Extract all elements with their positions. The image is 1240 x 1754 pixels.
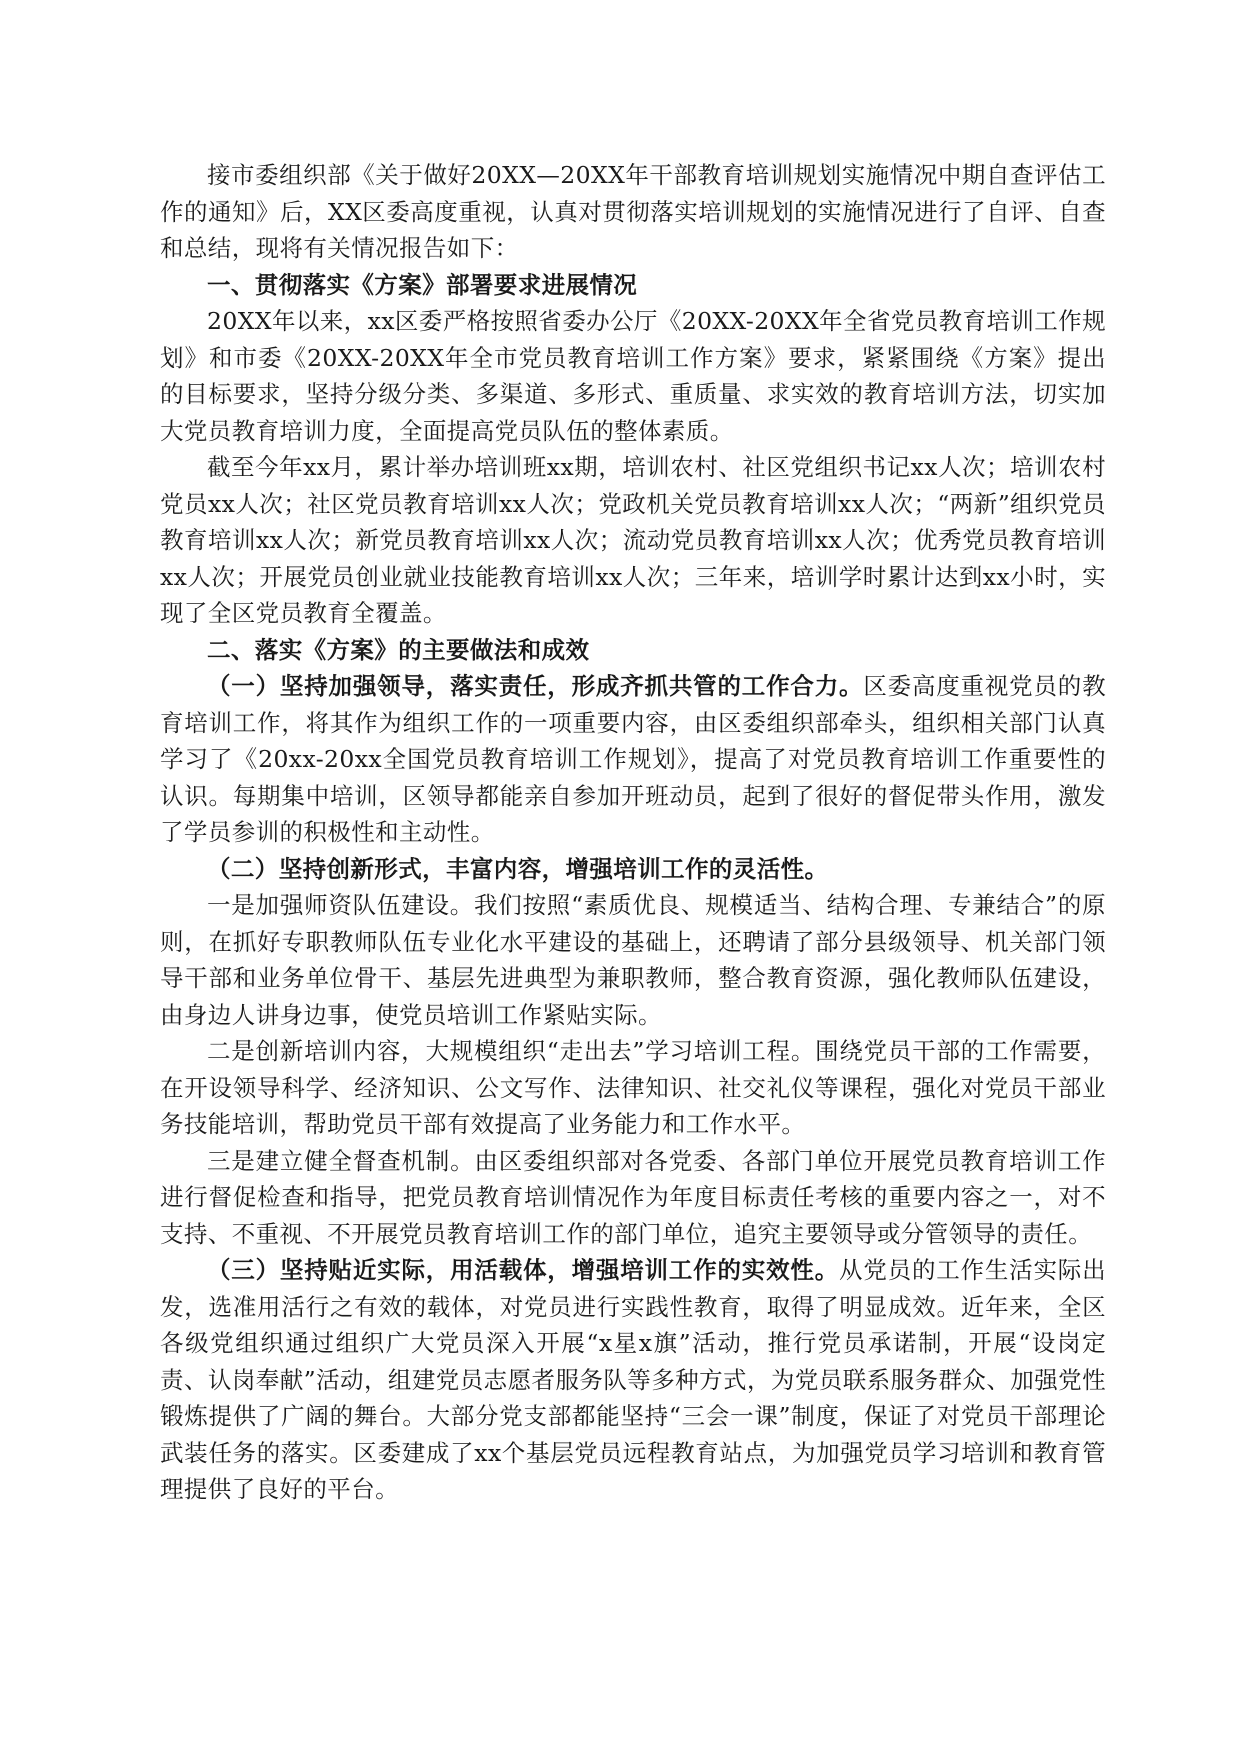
section-2-item-2 [160, 851, 1106, 888]
document-page [160, 157, 1106, 1508]
item-1-lead: （一）坚持加强领导，落实责任，形成齐抓共管的工作合力。 [207, 672, 864, 700]
item-3-lead: （三）坚持贴近实际，用活载体，增强培训工作的实效性。 [207, 1256, 840, 1284]
item-3-text: 从党员的工作生活实际出发，选准用活行之有效的载体，对党员进行实践性教育，取得了明显成效。近年来，全区各级党组织通过组织广大党员深入开展“x星x旗”活动，推行党员承诺制，开展“设岗定责、认岗奉献”活动，组建党员志愿者服务队等多种方式，为党员联系服务群众、加强党性锻炼提供了广阔的舞台。大部分党支部都能坚持“三会一课”制度，保证了对党员干部理论武装任务的落实。区委建成了xx个基层党员远程教育站点，为加强党员学习培训和教育管理提供了良好的平台。 [160, 1256, 1106, 1503]
item-1-text: 区委高度重视党员的教育培训工作，将其作为组织工作的一项重要内容，由区委组织部牵头，组织相关部门认真学习了《20xx-20xx全国党员教育培训工作规划》，提高了对党员教育培训工作重要性的认识。每期集中培训，区领导都能亲自参加开班动员，起到了很好的督促带头作用，激发了学员参训的积极性和主动性。 [160, 672, 1106, 846]
section-2-item-3 [160, 1252, 1106, 1508]
item-2-lead: （二）坚持创新形式，丰富内容，增强培训工作的灵活性。 [207, 854, 829, 883]
section-1-paragraph-2: 截至今年xx月，累计举办培训班xx期，培训农村、社区党组织书记xx人次；培训农村党员xx人次；社区党员教育培训xx人次；党政机关党员教育培训xx人次；“两新”组织党员教育培训xx人次；新党员教育培训xx人次；流动党员教育培训xx人次；优秀党员教育培训xx人次；开展党员创业就业技能教育培训xx人次；三年来，培训学时累计达到xx小时，实现了全区党员教育全覆盖。 [160, 453, 1106, 627]
section-2-item-1 [160, 668, 1106, 851]
item-2-paragraph-1: 一是加强师资队伍建设。我们按照“素质优良、规模适当、结构合理、专兼结合”的原则，在抓好专职教师队伍专业化水平建设的基础上，还聘请了部分县级领导、机关部门领导干部和业务单位骨干、基层先进典型为兼职教师，整合教育资源，强化教师队伍建设，由身边人讲身边事，使党员培训工作紧贴实际。 [160, 891, 1106, 1029]
item-2-paragraph-2: 二是创新培训内容，大规模组织“走出去”学习培训工程。围绕党员干部的工作需要，在开设领导科学、经济知识、公文写作、法律知识、社交礼仪等课程，强化对党员干部业务技能培训，帮助党员干部有效提高了业务能力和工作水平。 [160, 1037, 1106, 1138]
item-2-paragraph-3: 三是建立健全督查机制。由区委组织部对各党委、各部门单位开展党员教育培训工作进行督促检查和指导，把党员教育培训情况作为年度目标责任考核的重要内容之一，对不支持、不重视、不开展党员教育培训工作的部门单位，追究主要领导或分管领导的责任。 [160, 1146, 1106, 1248]
section-1-paragraph-1: 20XX年以来，xx区委严格按照省委办公厅《20XX-20XX年全省党员教育培训工作规划》和市委《20XX-20XX年全市党员教育培训工作方案》要求，紧紧围绕《方案》提出的目标要求，坚持分级分类、多渠道、多形式、重质量、求实效的教育培训方法，切实加大党员教育培训力度，全面提高党员队伍的整体素质。 [160, 307, 1106, 445]
section-1-heading: 一、贯彻落实《方案》部署要求进展情况 [207, 270, 638, 299]
section-2-heading: 二、落实《方案》的主要做法和成效 [207, 635, 590, 664]
intro-paragraph: 接市委组织部《关于做好20XX—20XX年干部教育培训规划实施情况中期自查评估工作的通知》后，XX区委高度重视，认真对贯彻落实培训规划的实施情况进行了自评、自查和总结，现将有关情况报告如下： [160, 161, 1106, 262]
